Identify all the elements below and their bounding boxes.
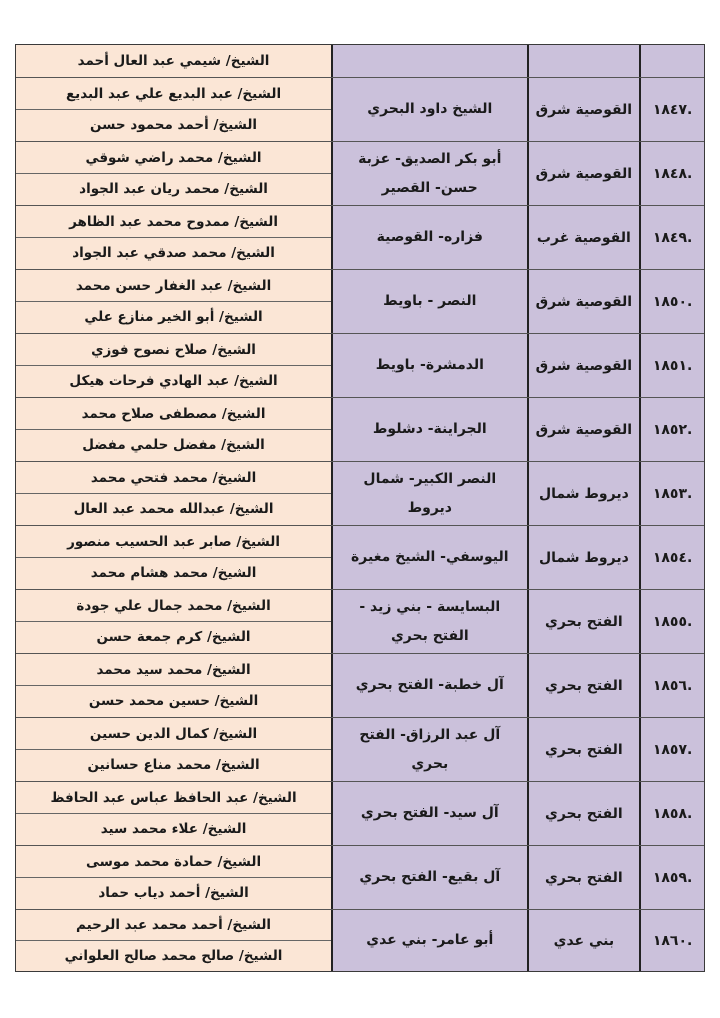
number-cell: .١٨٥١ — [639, 334, 704, 397]
number-cell: .١٨٥٤ — [639, 526, 704, 589]
sheikh-name: الشيخ/ أحمد محمود حسن — [16, 109, 331, 140]
number-cell: .١٨٥٦ — [639, 654, 704, 717]
table-row — [16, 781, 704, 845]
table-row — [16, 525, 704, 589]
sheikh-name: الشيخ/ عبد الهادي فرحات هيكل — [16, 365, 331, 396]
names-cell — [16, 590, 331, 653]
names-cell — [16, 654, 331, 717]
center-cell: الفتح بحري — [527, 718, 640, 781]
sheikh-name: الشيخ/ محمد سيد محمد — [96, 661, 251, 678]
village-cell: البسايسة - بني زيد - الفتح بحري — [331, 590, 526, 653]
names-cell — [16, 846, 331, 909]
center-cell: الفتح بحري — [527, 654, 640, 717]
names-cell — [16, 462, 331, 525]
names-cell — [16, 526, 331, 589]
village-cell: الجراينة- دشلوط — [331, 398, 526, 461]
table-row — [16, 141, 704, 205]
names-cell — [16, 398, 331, 461]
table-row — [16, 77, 704, 141]
center-cell: القوصية شرق — [527, 334, 640, 397]
village-cell: النصر الكبير- شمال ديروط — [331, 462, 526, 525]
sheikh-name: الشيخ/ ممدوح محمد عبد الظاهر — [69, 213, 278, 230]
number-cell: .١٨٤٧ — [639, 78, 704, 141]
village-cell: الدمشرة- باويط — [331, 334, 526, 397]
sheikh-name: الشيخ/ محمد ريان عبد الجواد — [16, 173, 331, 204]
table-row — [16, 461, 704, 525]
names-cell — [16, 270, 331, 333]
center-cell — [527, 45, 640, 77]
sheikh-name: الشيخ/ علاء محمد سيد — [16, 813, 331, 844]
village-cell: النصر - باويط — [331, 270, 526, 333]
table-row — [16, 589, 704, 653]
names-cell — [16, 45, 331, 77]
sheikh-name: الشيخ/ عبد الحافظ عباس عبد الحافظ — [50, 789, 297, 806]
number-cell: .١٨٥٠ — [639, 270, 704, 333]
center-cell: ديروط شمال — [527, 526, 640, 589]
number-cell: .١٨٦٠ — [639, 910, 704, 971]
sheikh-name: الشيخ/ محمد مناع حسانين — [16, 749, 331, 780]
sheikh-name: الشيخ/ حسين محمد حسن — [16, 685, 331, 716]
village-cell: آل بقيع- الفتح بحري — [331, 846, 526, 909]
sheikh-name: الشيخ/ أحمد دياب حماد — [16, 877, 331, 908]
village-cell: آل عبد الرزاق- الفتح بحري — [331, 718, 526, 781]
table-row — [16, 205, 704, 269]
number-cell: .١٨٥٩ — [639, 846, 704, 909]
number-cell: .١٨٤٨ — [639, 142, 704, 205]
center-cell: القوصية شرق — [527, 398, 640, 461]
names-cell — [16, 718, 331, 781]
sheikh-name: الشيخ/ محمد صدقي عبد الجواد — [16, 237, 331, 268]
sheikh-name: الشيخ/ محمد راضي شوقي — [85, 149, 262, 166]
names-cell — [16, 910, 331, 971]
table-row — [16, 845, 704, 909]
names-cell — [16, 782, 331, 845]
number-cell: .١٨٥٧ — [639, 718, 704, 781]
table-row — [16, 333, 704, 397]
number-cell — [639, 45, 704, 77]
sheikh-name: الشيخ/ مصطفى صلاح محمد — [81, 405, 266, 422]
center-cell: القوصية شرق — [527, 270, 640, 333]
number-cell: .١٨٤٩ — [639, 206, 704, 269]
table-row — [16, 269, 704, 333]
names-cell — [16, 142, 331, 205]
sheikh-name: الشيخ/ صابر عبد الحسيب منصور — [67, 533, 280, 550]
number-cell: .١٨٥٢ — [639, 398, 704, 461]
center-cell: القوصية شرق — [527, 142, 640, 205]
village-cell: آل خطبة- الفتح بحري — [331, 654, 526, 717]
village-cell: آل سيد- الفتح بحري — [331, 782, 526, 845]
table-row — [16, 717, 704, 781]
names-cell — [16, 206, 331, 269]
names-cell — [16, 78, 331, 141]
village-cell: أبو عامر- بني عدي — [331, 910, 526, 971]
center-cell: القوصية غرب — [527, 206, 640, 269]
sheikh-name: الشيخ/ شيمي عبد العال أحمد — [77, 52, 270, 69]
sheikh-name: الشيخ/ محمد جمال علي جودة — [76, 597, 271, 614]
center-cell: الفتح بحري — [527, 782, 640, 845]
village-cell — [331, 45, 526, 77]
center-cell: الفتح بحري — [527, 846, 640, 909]
sheikh-name: الشيخ/ كمال الدين حسين — [89, 725, 258, 742]
number-cell: .١٨٥٣ — [639, 462, 704, 525]
sheikh-name: الشيخ/ أبو الخير منازع علي — [16, 301, 331, 332]
sheikh-name: الشيخ/ مفضل حلمي مفضل — [16, 429, 331, 460]
sheikh-name: الشيخ/ عبد البديع علي عبد البديع — [65, 85, 282, 102]
sheikh-name: الشيخ/ حمادة محمد موسى — [85, 853, 262, 870]
sheikh-name: الشيخ/ صلاح نصوح فوزي — [91, 341, 256, 358]
table-row-leading — [16, 45, 704, 77]
table-row — [16, 397, 704, 461]
names-cell — [16, 334, 331, 397]
village-cell: اليوسفي- الشيخ مغيرة — [331, 526, 526, 589]
village-cell: الشيخ داود البحري — [331, 78, 526, 141]
number-cell: .١٨٥٨ — [639, 782, 704, 845]
sheikh-name: الشيخ/ صالح محمد صالح العلواني — [16, 940, 331, 971]
sheikh-name: الشيخ/ عبدالله محمد عبد العال — [16, 493, 331, 524]
number-cell: .١٨٥٥ — [639, 590, 704, 653]
village-cell: أبو بكر الصديق- عزبة حسن- القصير — [331, 142, 526, 205]
center-cell: الفتح بحري — [527, 590, 640, 653]
center-cell: بني عدي — [527, 910, 640, 971]
center-cell: القوصية شرق — [527, 78, 640, 141]
sheikh-name: الشيخ/ محمد فتحي محمد — [90, 469, 257, 486]
table-row — [16, 653, 704, 717]
center-cell: ديروط شمال — [527, 462, 640, 525]
sheikh-name: الشيخ/ محمد هشام محمد — [16, 557, 331, 588]
table-row — [16, 909, 704, 971]
sheikh-name: الشيخ/ أحمد محمد عبد الرحيم — [76, 917, 272, 934]
sheikh-name: الشيخ/ عبد الغفار حسن محمد — [75, 277, 272, 294]
village-cell: فزاره- القوصية — [331, 206, 526, 269]
committee-table — [15, 44, 705, 972]
sheikh-name: الشيخ/ كرم جمعة حسن — [16, 621, 331, 652]
